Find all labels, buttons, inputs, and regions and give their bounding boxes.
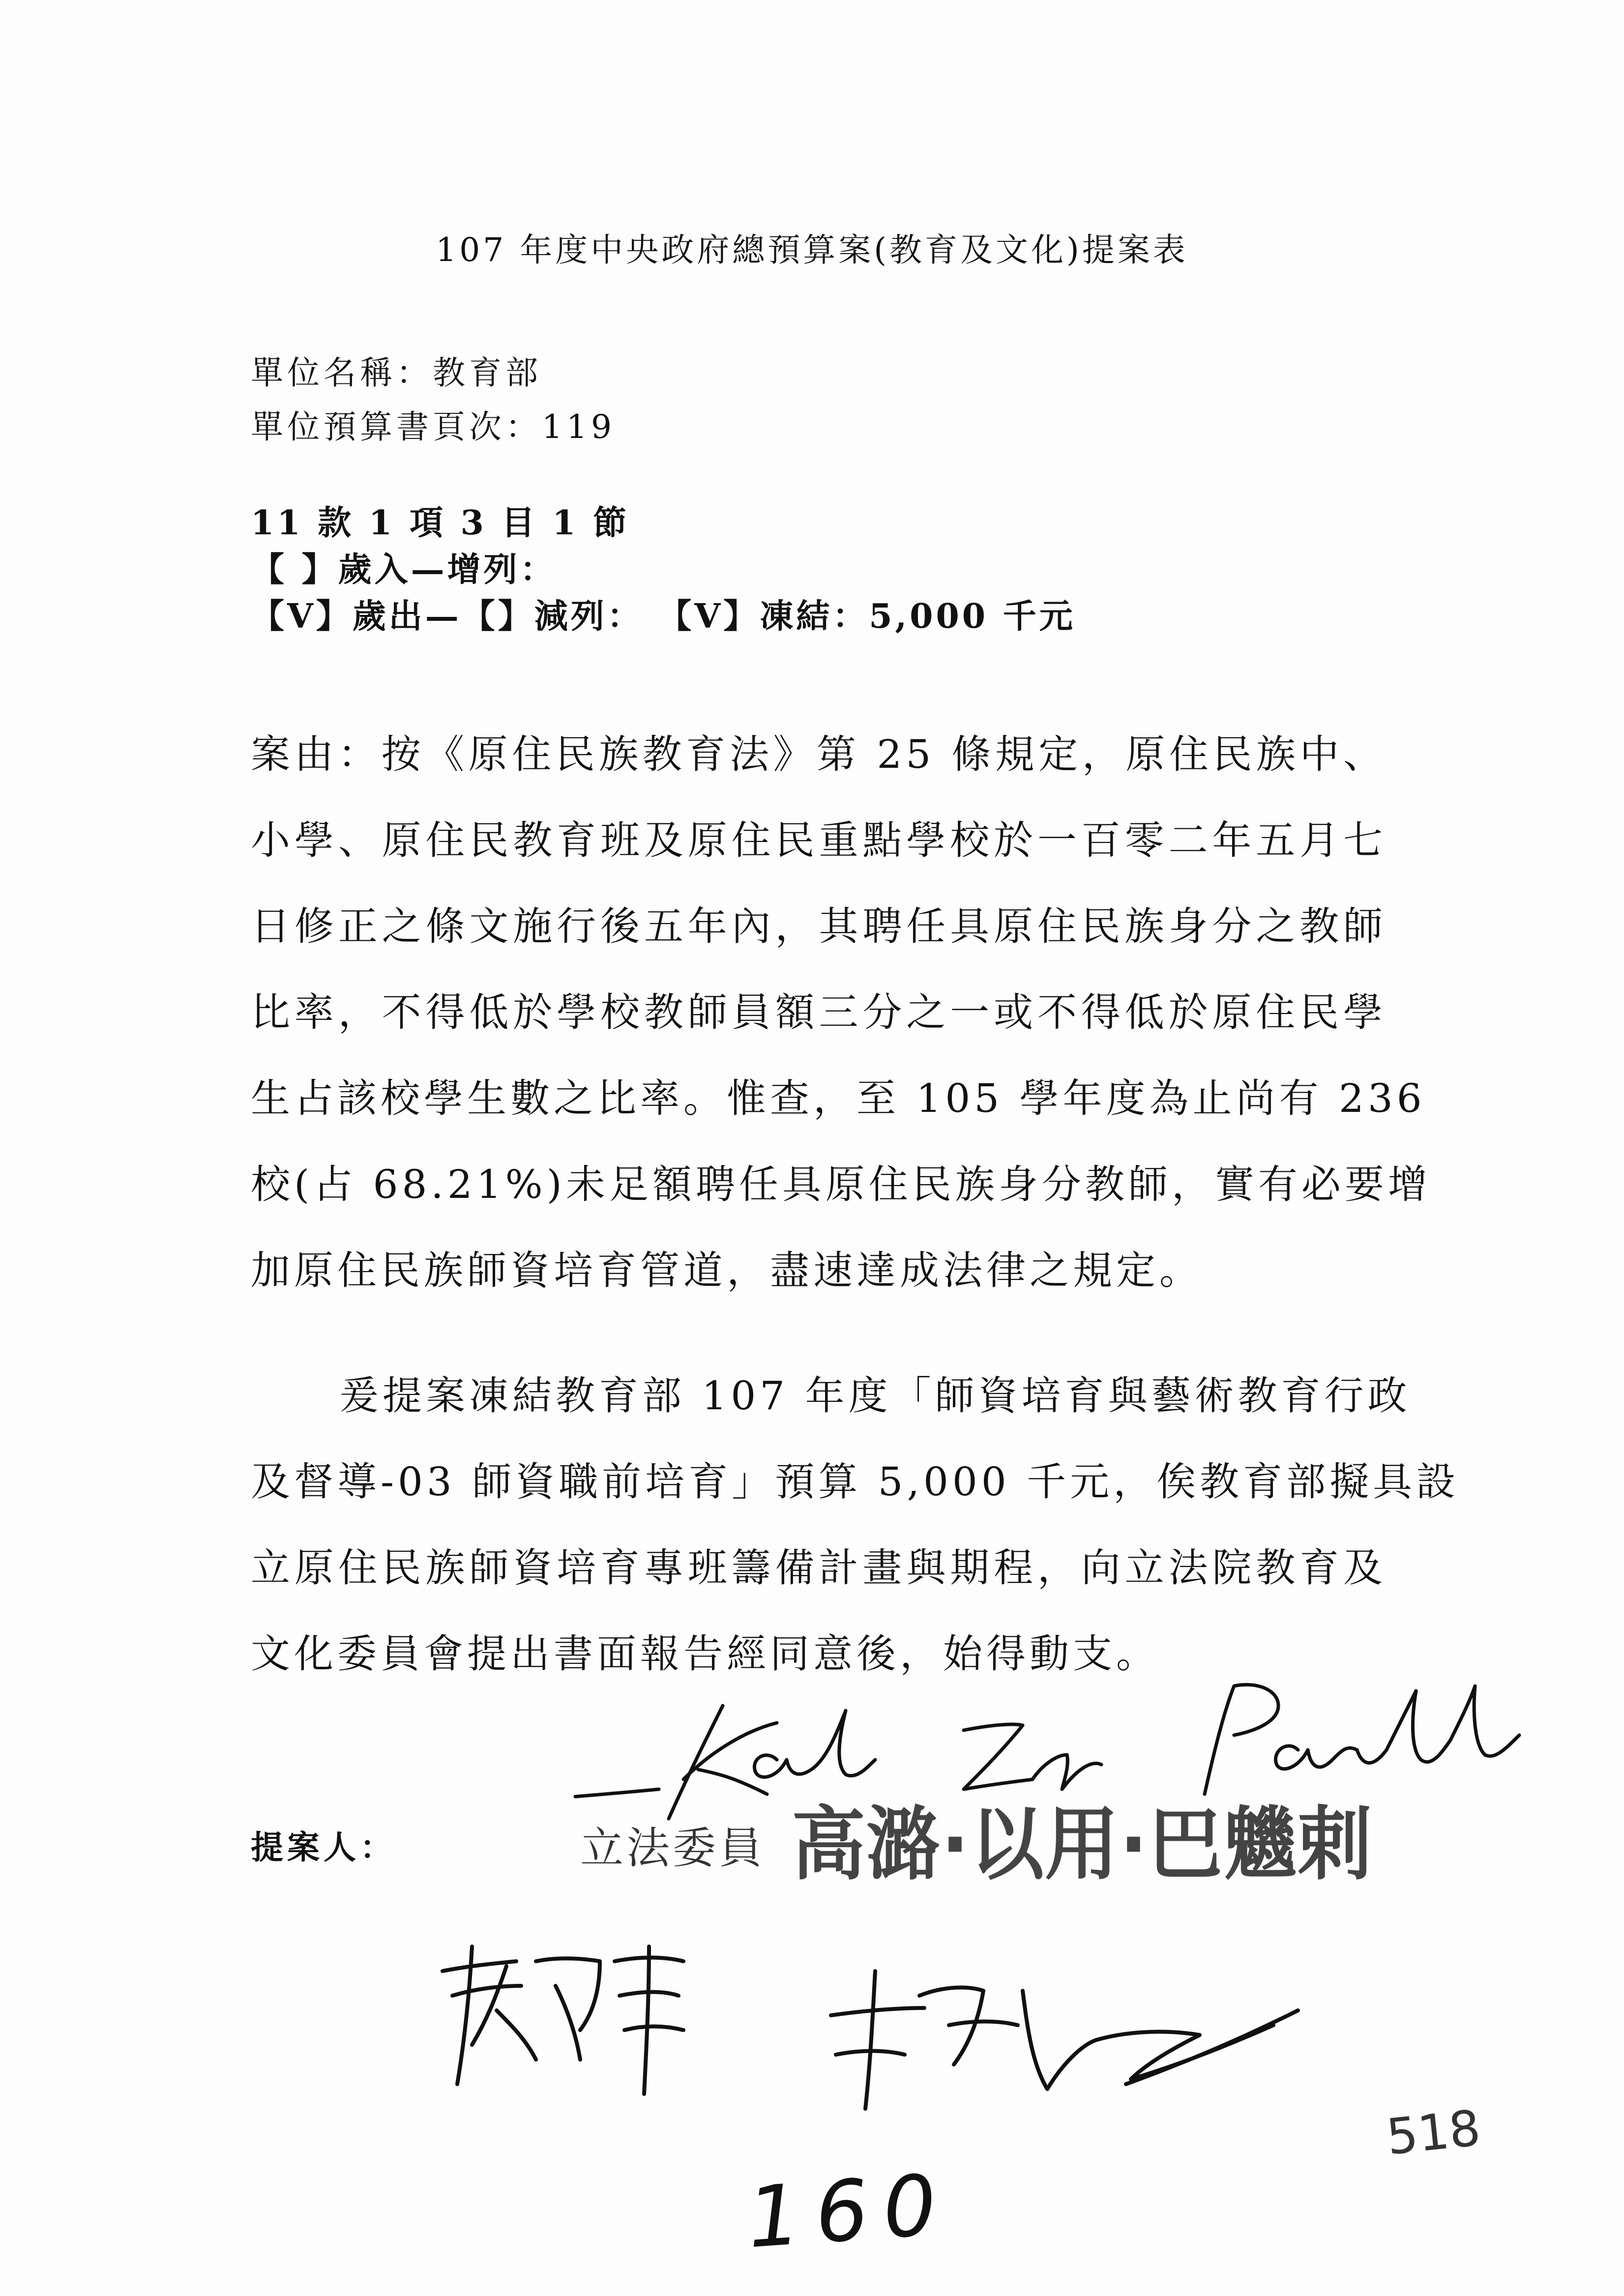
- revenue-line: 【 】歲入—增列：: [251, 550, 557, 589]
- resolution-line: 爰提案凍結教育部 107 年度「師資培育與藝術教育行政: [339, 1373, 1411, 1419]
- expense-freeze-line: 【V】歲出—【】減列： 【V】凍結：5,000 千元: [251, 597, 1076, 636]
- reason-line: 案由：按《原住民族教育法》第 25 條規定，原住民族中、: [251, 731, 1387, 777]
- legislator-title: 立法委員: [580, 1823, 766, 1873]
- resolution-line: 及督導-03 師資職前培育」預算 5,000 千元，俟教育部擬具設: [251, 1459, 1460, 1505]
- reason-line: 小學、原住民教育班及原住民重點學校於一百零二年五月七: [251, 817, 1387, 863]
- resolution-line: 文化委員會提出書面報告經同意後，始得動支。: [251, 1631, 1159, 1677]
- resolution-line: 立原住民族師資培育專班籌備計畫與期程，向立法院教育及: [251, 1545, 1387, 1591]
- handwritten-number: 160: [744, 2155, 954, 2267]
- budget-section: 11 款 1 項 3 目 1 節: [251, 503, 630, 543]
- proposer-label: 提案人：: [251, 1828, 396, 1866]
- reason-line: 生占該校學生數之比率。惟查，至 105 學年度為止尚有 236: [251, 1075, 1426, 1121]
- document-title: 107 年度中央政府總預算案(教育及文化)提案表: [436, 231, 1188, 269]
- reason-line: 校(占 68.21%)未足額聘任具原住民族身分教師，實有必要增: [251, 1162, 1431, 1207]
- legislator-name-stamp: 高潞·以用·巴魕剌: [792, 1799, 1373, 1891]
- budget-page-number: 單位預算書頁次：119: [251, 408, 616, 446]
- reason-line: 日修正之條文施行後五年內，其聘任具原住民族身分之教師: [251, 903, 1387, 949]
- reason-line: 比率，不得低於學校教師員額三分之一或不得低於原住民學: [251, 989, 1387, 1035]
- reason-line: 加原住民族師資培育管道，盡速達成法律之規定。: [251, 1248, 1203, 1293]
- unit-name: 單位名稱：教育部: [251, 354, 542, 392]
- page-mark: 518: [1384, 2099, 1483, 2166]
